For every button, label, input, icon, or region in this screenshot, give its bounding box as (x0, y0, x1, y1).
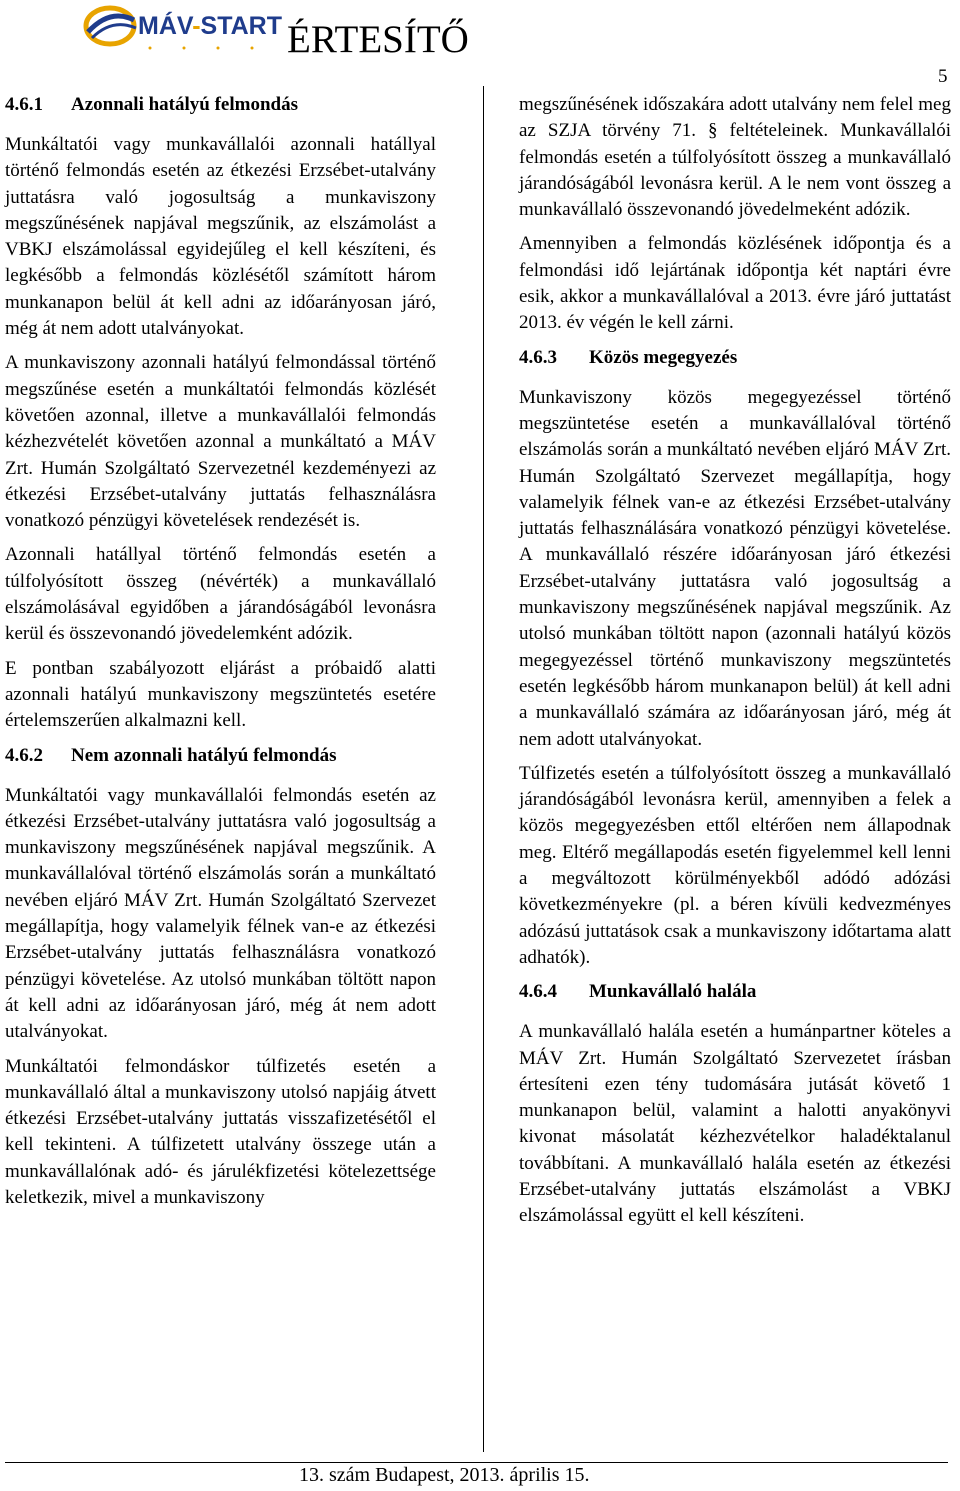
section-number: 4.6.3 (519, 346, 557, 368)
paragraph: Munkáltatói vagy munkavállalói felmondás esetén az étkezési Erzsébet-utalvány juttatásra való jogosultság a munkaviszony megszűnésének napjával megszűnik. A munkavállalóval történő elszámolás során a munkáltató nevében eljáró MÁV Zrt. Humán Szolgáltató Szervezet megállapítja, hogy valamelyik félnek van-e az étkezési Erzsébet-utalvány juttatás felhasználásra vonatkozó pénzügyi követelése. Az utolsó munkában töltött napon át kell adni az időarányosan járó, még át nem adott utalványokat. (5, 784, 436, 1043)
paragraph: megszűnésének időszakára adott utalvány nem felel meg az SZJA törvény 71. § feltételeinek. Munkavállalói felmondás esetén a túlfolyósított összeg a munkavállaló járandóságából levonásra kerül. A le nem vont összeg a munkavállaló összevonandó jövedelmeként adózik. (519, 94, 951, 221)
section-title: Azonnali hatályú felmondás (71, 94, 298, 115)
page-footer (0, 1458, 960, 1491)
section-title: Nem azonnali hatályú felmondás (71, 744, 337, 766)
section-heading-4-6-4 (519, 979, 951, 1005)
paragraph: Amennyiben a felmondás közlésének időpontja és a felmondási idő lejártának időpontja két naptári évre esik, akkor a munkavállalóval a 2013. évre járó juttatást 2013. év végén le kell zárni. (519, 233, 951, 334)
section-title: Munkavállaló halála (589, 981, 757, 1003)
right-column (519, 92, 951, 1238)
section-number: 4.6.2 (5, 744, 43, 766)
paragraph: Munkáltatói felmondáskor túlfizetés esetén a munkavállaló által a munkaviszony utolsó napjáig átvett étkezési Erzsébet-utalvány juttatás visszafizetésétől el kell tekinteni. A túlfizetett utalvány összege után a munkavállalónak adó- és járulékfizetési kötelezettsége keletkezik, mivel a munkaviszony (5, 1055, 436, 1208)
section-heading-4-6-1 (5, 92, 436, 118)
footer-issue-date: 13. szám Budapest, 2013. április 15. (299, 1464, 590, 1486)
section-heading-4-6-2 (5, 743, 436, 769)
masthead-title: ÉRTESÍTŐ (287, 18, 469, 61)
logo-text-mav: MÁV (138, 12, 193, 40)
footer-rule (5, 1462, 948, 1463)
paragraph: Munkáltatói vagy munkavállalói azonnali hatállyal történő felmondás esetén az étkezési Erzsébet-utalvány juttatásra való jogosultság a munkaviszony megszűnésének napjával megszűnik, az elszámolást a VBKJ elszámolással egyidejűleg el kell készíteni, és legkésőbb a felmondás közlésétől számított három munkanapon belül át kell adni az időarányosan járó, még át nem adott utalványokat. (5, 134, 436, 340)
paragraph: A munkaviszony azonnali hatályú felmondással történő megszűnése esetén a munkáltatói felmondás közlését követően azonnal, illetve a munkavállalói felmondás kézhezvételét követően azonnal a munkáltató a MÁV Zrt. Humán Szolgáltató Szervezetnél kezdeményezi az étkezési Erzsébet-utalvány juttatás felhasználásra vonatkozó pénzügyi követelések rendezését is. (5, 352, 436, 532)
logo-text-start: START (200, 12, 282, 40)
left-column (5, 92, 436, 1219)
section-number: 4.6.4 (519, 981, 557, 1003)
section-heading-4-6-3 (519, 345, 951, 371)
logo-dots-icon (144, 44, 274, 52)
section-number: 4.6.1 (5, 94, 43, 115)
paragraph: Azonnali hatállyal történő felmondás esetén a túlfolyósított összeg (névérték) a munkavállaló elszámolásával egyidőben a járandóságából levonásra kerül és összevonandó jövedelemként adózik. (5, 544, 436, 645)
paragraph: Munkaviszony közös megegyezéssel történő megszüntetése esetén a munkavállalóval történő elszámolás során a munkáltató nevében eljáró MÁV Zrt. Humán Szolgáltató Szervezet megállapítja, hogy valamelyik félnek van-e az étkezési Erzsébet-utalvány juttatás felhasználására vonatkozó pénzügyi követelése. A munkavállaló részére időarányosan járó étkezési Erzsébet-utalvány juttatásra való jogosultság a munkaviszony megszűnésének napjával megszűnik. Az utolsó munkában töltött napon (azonnali hatályú közös megegyezéssel történő munkaviszony megszüntetés esetén legkésőbb három munkanapon belül) át kell adni a munkavállaló számára az időarányosan járó, még át nem adott utalványokat. (519, 386, 951, 750)
column-divider (483, 86, 484, 1452)
mav-start-logo (82, 2, 282, 54)
logo-wordmark (138, 12, 282, 41)
logo-text-dash: - (192, 12, 201, 40)
paragraph: Túlfizetés esetén a túlfolyósított összeg a munkavállaló járandóságából levonásra kerül, amennyiben a felek a közös megegyezésben ettől eltérően nem állapodnak meg. Eltérő megállapodás esetén figyelemmel kell lenni a megváltozott körülményekből adódó adózási következményekre (pl. a béren kívüli kedvezményes adózású juttatások csak a munkaviszony időtartama alatt adhatók). (519, 762, 951, 968)
section-title: Közös megegyezés (589, 346, 738, 368)
paragraph: A munkavállaló halála esetén a humánpartner köteles a MÁV Zrt. Humán Szolgáltató Szervezetet írásban értesíteni ezen tény tudomására jutását követő 1 munkanapon belül, valamint a halotti anyakönyvi kivonat másolatát kézhezvételkor haladéktalanul továbbítani. A munkavállaló halála esetén az étkezési Erzsébet-utalvány juttatás elszámolást a VBKJ elszámolással együtt el kell készíteni. (519, 1021, 951, 1227)
page-header (0, 0, 960, 87)
logo-swoosh-icon (82, 2, 142, 54)
page-number: 5 (938, 66, 948, 87)
paragraph: E pontban szabályozott eljárást a próbaidő alatti azonnali hatályú munkaviszony megszüntetés esetére értelemszerűen alkalmazni kell. (5, 657, 436, 732)
